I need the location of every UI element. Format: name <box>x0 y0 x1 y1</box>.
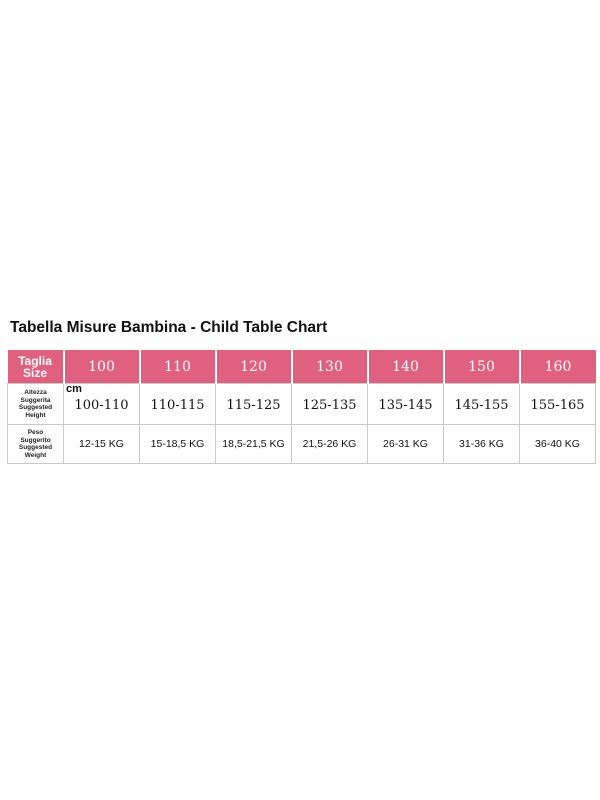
size-header-cell: 130 <box>292 350 368 384</box>
height-cell <box>520 384 596 425</box>
row-label-line: Suggested <box>18 444 53 451</box>
size-header-cell: 110 <box>140 350 216 384</box>
row-label-line: Suggerito <box>20 436 51 444</box>
row-label-line: Peso <box>27 429 44 436</box>
weight-cell: 18,5-21,5 KG <box>216 425 292 464</box>
row-label-line: Weight <box>24 451 47 459</box>
height-value: 155-165 <box>530 397 585 413</box>
row-label-line: Suggested <box>18 404 53 411</box>
size-header-cell: 140 <box>368 350 444 384</box>
height-cell <box>292 384 368 425</box>
height-cell <box>140 384 216 425</box>
height-value: 125-135 <box>302 397 357 413</box>
weight-cell: 26-31 KG <box>368 425 444 464</box>
size-chart-table <box>7 350 596 464</box>
height-cell <box>64 384 140 425</box>
size-header-label <box>8 350 64 384</box>
weight-cell: 12-15 KG <box>64 425 140 464</box>
weight-cell: 36-40 KG <box>520 425 596 464</box>
page-title: Tabella Misure Bambina - Child Table Chart <box>10 319 328 336</box>
height-value: 115-125 <box>226 397 281 413</box>
weight-row <box>8 425 596 464</box>
height-value: 110-115 <box>150 397 205 413</box>
height-value: 145-155 <box>454 397 509 413</box>
weight-cell: 15-18,5 KG <box>140 425 216 464</box>
header-row <box>8 350 596 384</box>
height-cell <box>216 384 292 425</box>
height-value: 135-145 <box>378 397 433 413</box>
weight-cell: 21,5-26 KG <box>292 425 368 464</box>
size-header-cell: 150 <box>444 350 520 384</box>
height-row <box>8 384 596 425</box>
size-header-cell: 120 <box>216 350 292 384</box>
row-label-line: Height <box>25 411 46 419</box>
height-value: 100-110 <box>74 397 129 413</box>
size-header-cell: 100 <box>64 350 140 384</box>
size-header-cell: 160 <box>520 350 596 384</box>
row-label-line: Suggerita <box>20 396 51 404</box>
size-header-label-line: Taglia <box>18 353 52 368</box>
weight-row-label <box>8 425 64 464</box>
height-cell <box>444 384 520 425</box>
height-row-label <box>8 384 64 425</box>
height-unit-label: cm <box>66 383 82 395</box>
height-cell <box>368 384 444 425</box>
weight-cell: 31-36 KG <box>444 425 520 464</box>
size-header-label-line: Size <box>22 365 47 380</box>
row-label-line: Altezza <box>24 389 47 396</box>
